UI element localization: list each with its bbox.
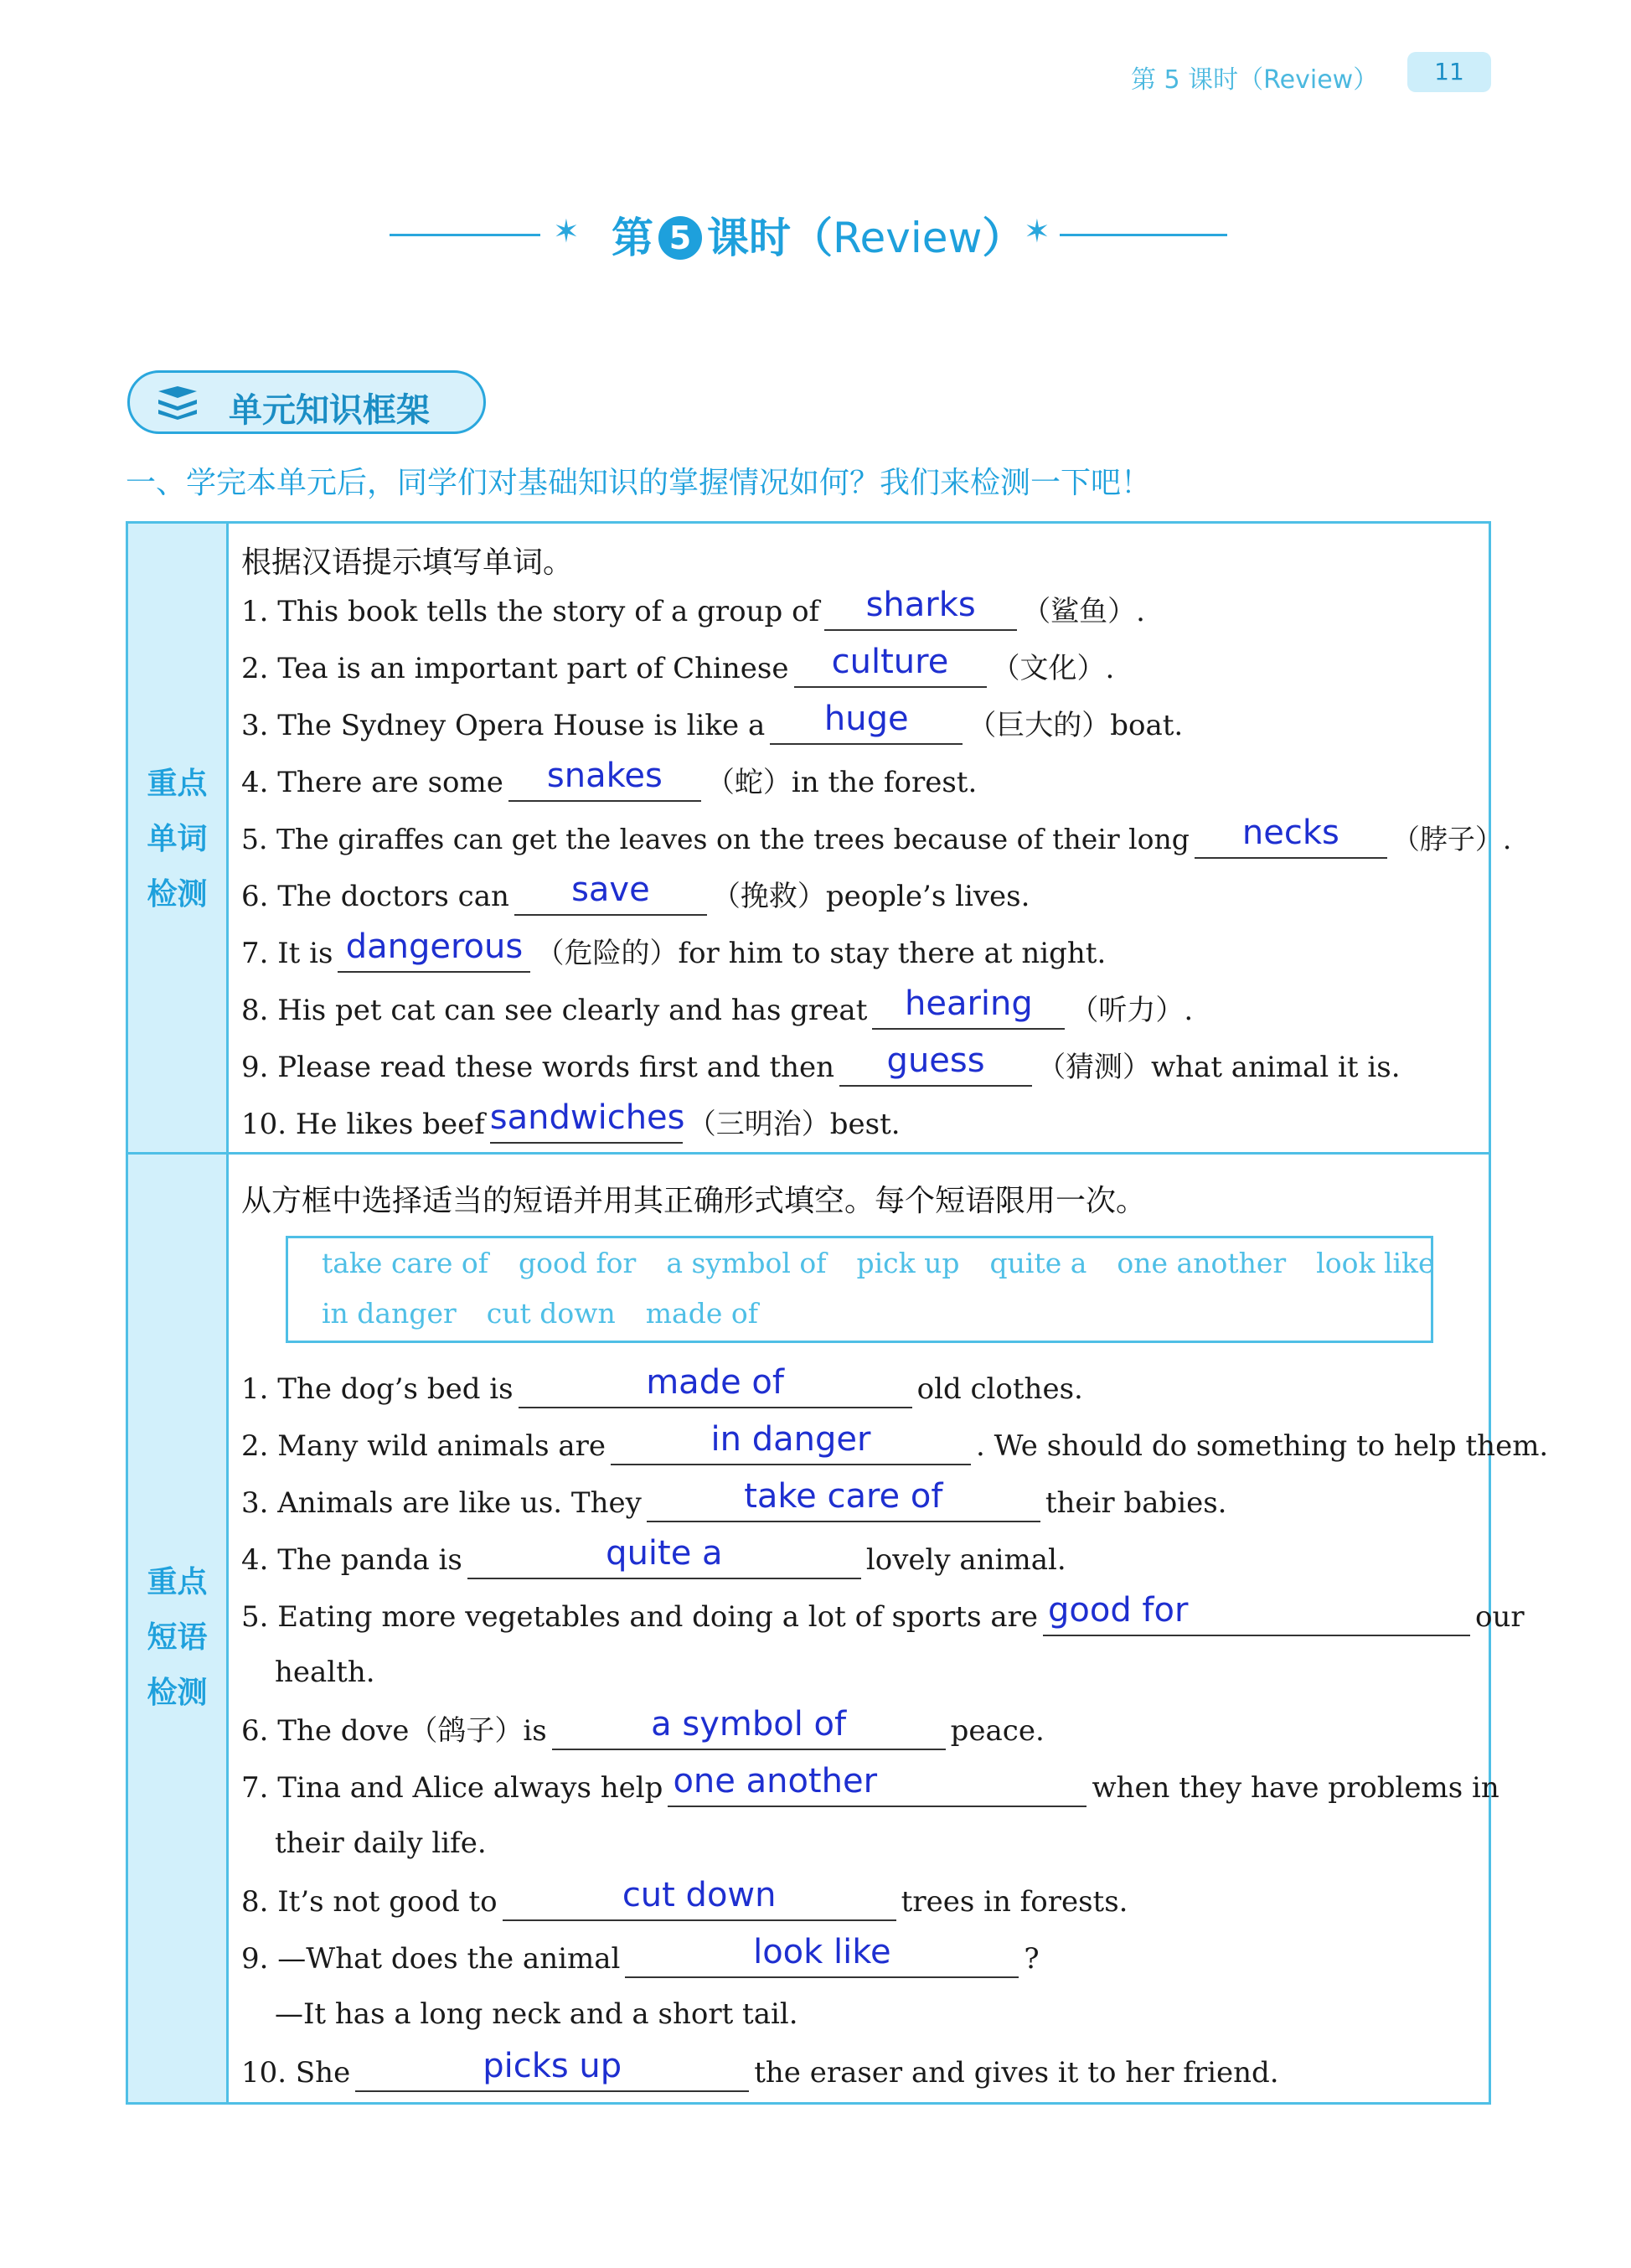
phrase-instruction: 从方框中选择适当的短语并用其正确形式填空。每个短语限用一次。 (241, 1184, 1147, 1218)
title-rule-left (390, 234, 540, 236)
vocab-item: 4. There are some snakes （蛇）in the forest. (241, 762, 977, 802)
answer-blank[interactable]: in danger (611, 1425, 971, 1465)
books-icon (155, 386, 200, 420)
vocab-item: 7. It is dangerous （危险的）for him to stay there at night. (241, 933, 1106, 973)
phrase-box-row: in danger cut down made of (322, 1297, 758, 1330)
vocab-item: 8. His pet cat can see clearly and has great hearing （听力）. (241, 989, 1193, 1030)
phrase-item: 5. Eating more vegetables and doing a lot of sports are good for our (241, 1596, 1525, 1636)
vocab-item: 2. Tea is an important part of Chinese culture （文化）. (241, 648, 1114, 688)
answer-blank[interactable]: picks up (355, 2052, 749, 2092)
answer-blank[interactable]: a symbol of (552, 1710, 946, 1750)
title-rule-right (1060, 234, 1227, 236)
lesson-label: 第 5 课时（Review） (1131, 65, 1379, 95)
answer-blank[interactable]: culture (794, 648, 987, 688)
answer-blank[interactable]: quite a (467, 1539, 861, 1579)
answer-blank[interactable]: sandwiches (490, 1103, 683, 1144)
answer-blank[interactable]: save (514, 876, 707, 916)
lesson-number: 5 (658, 216, 702, 260)
section-intro: 一、学完本单元后，同学们对基础知识的掌握情况如何？我们来检测一下吧！ (126, 466, 1152, 500)
lesson-title (0, 201, 1631, 268)
answer-blank[interactable]: dangerous (338, 933, 530, 973)
answer-blank[interactable]: take care of (647, 1482, 1040, 1522)
answer-blank[interactable]: sharks (824, 591, 1017, 631)
vocab-item: 6. The doctors can save （挽救）people’s lives. (241, 876, 1030, 916)
row-divider (128, 1152, 1489, 1155)
phrase-item: 8. It’s not good to cut down trees in forests. (241, 1881, 1128, 1921)
vocab-item: 1. This book tells the story of a group of sharks （鲨鱼）. (241, 591, 1145, 631)
phrase-item-continuation: health. (275, 1656, 375, 1689)
section-title: 单元知识框架 (229, 391, 430, 430)
vocab-item: 3. The Sydney Opera House is like a huge （巨大的）boat. (241, 705, 1183, 745)
page-header (1131, 52, 1491, 102)
vocab-side-cell (128, 524, 229, 1152)
vocab-item: 9. Please read these words first and then guess （猜测）what animal it is. (241, 1046, 1401, 1087)
phrase-item: 2. Many wild animals are in danger . We should do something to help them. (241, 1425, 1548, 1465)
phrase-item: 7. Tina and Alice always help one another when they have problems in (241, 1767, 1499, 1807)
answer-blank[interactable]: cut down (503, 1881, 896, 1921)
phrase-side-label: 重点 短语 检测 (147, 1565, 208, 1710)
answer-blank[interactable]: made of (519, 1368, 912, 1408)
answer-blank[interactable]: snakes (508, 762, 701, 802)
answer-blank[interactable]: necks (1195, 819, 1387, 859)
exercise-table (126, 521, 1549, 2105)
title-text: 第 5 课时（Review） (612, 214, 1025, 262)
vocab-instruction: 根据汉语提示填写单词。 (241, 545, 574, 580)
answer-blank[interactable]: hearing (872, 989, 1065, 1030)
phrase-item: 6. The dove（鸽子）is a symbol of peace. (241, 1710, 1045, 1750)
answer-blank[interactable]: one another (668, 1767, 1086, 1807)
vocab-item: 5. The giraffes can get the leaves on the trees because of their long necks （脖子）. (241, 819, 1511, 859)
phrase-item-continuation: —It has a long neck and a short tail. (275, 1997, 798, 2031)
phrase-item-continuation: their daily life. (275, 1826, 487, 1860)
phrase-item: 4. The panda is quite a lovely animal. (241, 1539, 1066, 1579)
phrase-item: 10. She picks up the eraser and gives it to her friend. (241, 2052, 1279, 2092)
phrase-item: 9. —What does the animal look like ? (241, 1938, 1040, 1978)
phrase-box (286, 1236, 1433, 1343)
answer-blank[interactable]: good for (1043, 1596, 1470, 1636)
phrase-item: 1. The dog’s bed is made of old clothes. (241, 1368, 1083, 1408)
phrase-side-cell (128, 1155, 229, 2102)
section-heading (127, 370, 486, 434)
star-icon: ✶ (1024, 213, 1050, 250)
phrase-item: 3. Animals are like us. They take care of their babies. (241, 1482, 1226, 1522)
vocab-item: 10. He likes beef sandwiches （三明治）best. (241, 1103, 901, 1144)
page-number: 11 (1407, 52, 1491, 92)
vocab-side-label: 重点 单词 检测 (147, 767, 208, 912)
phrase-box-row: take care of good for a symbol of pick up quite a one another look like (322, 1247, 1435, 1279)
star-icon: ✶ (553, 213, 580, 250)
answer-blank[interactable]: huge (770, 705, 963, 745)
answer-blank[interactable]: guess (839, 1046, 1032, 1087)
answer-blank[interactable]: look like (625, 1938, 1019, 1978)
